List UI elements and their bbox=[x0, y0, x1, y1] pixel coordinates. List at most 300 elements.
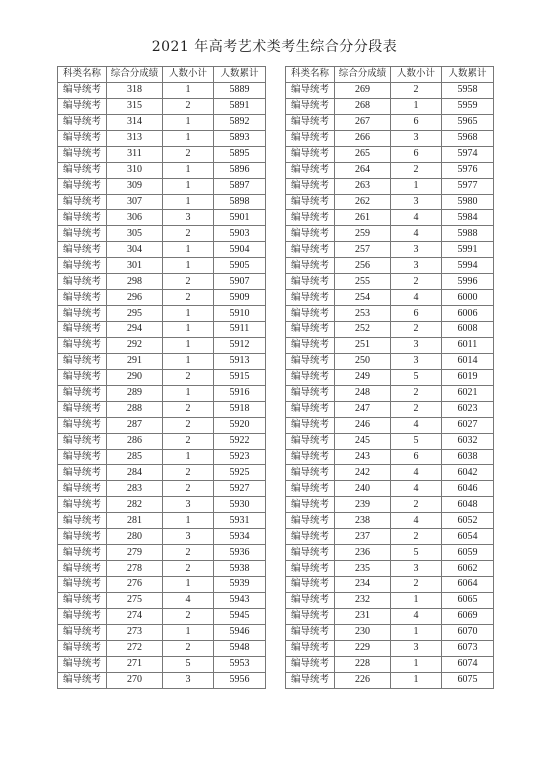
cell-score: 265 bbox=[335, 146, 391, 162]
cell-subject: 编导统考 bbox=[286, 608, 335, 624]
cell-score: 272 bbox=[107, 640, 163, 656]
table-row bbox=[58, 274, 266, 290]
cell-subject: 编导统考 bbox=[286, 353, 335, 369]
table-row bbox=[58, 672, 266, 688]
cell-count: 2 bbox=[391, 162, 442, 178]
cell-subject: 编导统考 bbox=[58, 401, 107, 417]
table-row bbox=[58, 640, 266, 656]
cell-cumulative: 6059 bbox=[442, 545, 494, 561]
cell-score: 229 bbox=[335, 640, 391, 656]
table-row bbox=[286, 624, 494, 640]
cell-cumulative: 5910 bbox=[214, 306, 266, 322]
header-score: 综合分成绩 bbox=[107, 67, 163, 83]
cell-score: 298 bbox=[107, 274, 163, 290]
cell-count: 1 bbox=[163, 258, 214, 274]
cell-subject: 编导统考 bbox=[286, 369, 335, 385]
table-row bbox=[286, 322, 494, 338]
cell-count: 2 bbox=[391, 322, 442, 338]
cell-cumulative: 5913 bbox=[214, 353, 266, 369]
cell-cumulative: 5892 bbox=[214, 114, 266, 130]
cell-cumulative: 5936 bbox=[214, 545, 266, 561]
table-row bbox=[58, 194, 266, 210]
cell-count: 1 bbox=[163, 194, 214, 210]
cell-score: 250 bbox=[335, 353, 391, 369]
cell-subject: 编导统考 bbox=[286, 290, 335, 306]
cell-score: 230 bbox=[335, 624, 391, 640]
cell-count: 2 bbox=[163, 274, 214, 290]
cell-cumulative: 6042 bbox=[442, 465, 494, 481]
cell-score: 296 bbox=[107, 290, 163, 306]
table-row bbox=[286, 369, 494, 385]
cell-cumulative: 6038 bbox=[442, 449, 494, 465]
cell-score: 256 bbox=[335, 258, 391, 274]
cell-count: 1 bbox=[391, 592, 442, 608]
table-row bbox=[286, 545, 494, 561]
table-row bbox=[58, 656, 266, 672]
cell-subject: 编导统考 bbox=[286, 577, 335, 593]
cell-count: 1 bbox=[163, 337, 214, 353]
cell-subject: 编导统考 bbox=[286, 82, 335, 98]
cell-count: 1 bbox=[163, 385, 214, 401]
cell-cumulative: 5968 bbox=[442, 130, 494, 146]
cell-count: 3 bbox=[391, 258, 442, 274]
cell-count: 6 bbox=[391, 306, 442, 322]
score-table-left bbox=[57, 66, 266, 689]
cell-cumulative: 6023 bbox=[442, 401, 494, 417]
cell-subject: 编导统考 bbox=[286, 306, 335, 322]
cell-subject: 编导统考 bbox=[58, 226, 107, 242]
cell-score: 231 bbox=[335, 608, 391, 624]
cell-score: 309 bbox=[107, 178, 163, 194]
cell-score: 304 bbox=[107, 242, 163, 258]
cell-subject: 编导统考 bbox=[58, 322, 107, 338]
cell-score: 247 bbox=[335, 401, 391, 417]
cell-count: 3 bbox=[163, 672, 214, 688]
table-row bbox=[58, 130, 266, 146]
page-title: 2021 年高考艺术类考生综合分分段表 bbox=[151, 39, 398, 55]
cell-score: 264 bbox=[335, 162, 391, 178]
cell-count: 2 bbox=[163, 417, 214, 433]
cell-cumulative: 5889 bbox=[214, 82, 266, 98]
cell-score: 310 bbox=[107, 162, 163, 178]
cell-count: 1 bbox=[391, 672, 442, 688]
cell-count: 4 bbox=[391, 210, 442, 226]
table-row bbox=[286, 337, 494, 353]
cell-score: 275 bbox=[107, 592, 163, 608]
cell-subject: 编导统考 bbox=[286, 417, 335, 433]
cell-cumulative: 5974 bbox=[442, 146, 494, 162]
cell-subject: 编导统考 bbox=[58, 433, 107, 449]
cell-count: 2 bbox=[163, 640, 214, 656]
cell-cumulative: 5977 bbox=[442, 178, 494, 194]
cell-subject: 编导统考 bbox=[58, 306, 107, 322]
cell-score: 281 bbox=[107, 513, 163, 529]
cell-score: 289 bbox=[107, 385, 163, 401]
cell-score: 286 bbox=[107, 433, 163, 449]
cell-subject: 编导统考 bbox=[58, 656, 107, 672]
cell-score: 242 bbox=[335, 465, 391, 481]
cell-count: 1 bbox=[163, 306, 214, 322]
cell-cumulative: 6069 bbox=[442, 608, 494, 624]
cell-cumulative: 5920 bbox=[214, 417, 266, 433]
cell-cumulative: 5901 bbox=[214, 210, 266, 226]
cell-cumulative: 5976 bbox=[442, 162, 494, 178]
cell-subject: 编导统考 bbox=[58, 449, 107, 465]
cell-subject: 编导统考 bbox=[286, 481, 335, 497]
header-count: 人数小计 bbox=[163, 67, 214, 83]
table-row bbox=[58, 465, 266, 481]
cell-cumulative: 5934 bbox=[214, 529, 266, 545]
cell-cumulative: 5984 bbox=[442, 210, 494, 226]
cell-cumulative: 5939 bbox=[214, 577, 266, 593]
cell-cumulative: 5991 bbox=[442, 242, 494, 258]
cell-cumulative: 6021 bbox=[442, 385, 494, 401]
cell-score: 254 bbox=[335, 290, 391, 306]
table-row bbox=[58, 449, 266, 465]
table-row bbox=[58, 529, 266, 545]
cell-subject: 编导统考 bbox=[58, 385, 107, 401]
cell-subject: 编导统考 bbox=[58, 640, 107, 656]
cell-cumulative: 6075 bbox=[442, 672, 494, 688]
table-row bbox=[286, 481, 494, 497]
table-row bbox=[58, 210, 266, 226]
cell-score: 235 bbox=[335, 561, 391, 577]
table-row bbox=[286, 146, 494, 162]
cell-cumulative: 5945 bbox=[214, 608, 266, 624]
table-row bbox=[58, 624, 266, 640]
table-row bbox=[286, 242, 494, 258]
cell-subject: 编导统考 bbox=[286, 210, 335, 226]
table-row bbox=[58, 258, 266, 274]
table-row bbox=[286, 306, 494, 322]
cell-cumulative: 5959 bbox=[442, 98, 494, 114]
cell-count: 2 bbox=[163, 290, 214, 306]
cell-subject: 编导统考 bbox=[286, 624, 335, 640]
cell-subject: 编导统考 bbox=[286, 449, 335, 465]
cell-count: 5 bbox=[391, 545, 442, 561]
cell-score: 315 bbox=[107, 98, 163, 114]
table-row bbox=[286, 497, 494, 513]
cell-subject: 编导统考 bbox=[286, 497, 335, 513]
cell-subject: 编导统考 bbox=[58, 529, 107, 545]
table-row bbox=[286, 210, 494, 226]
table-row bbox=[58, 385, 266, 401]
score-table-right bbox=[285, 66, 494, 689]
cell-cumulative: 5897 bbox=[214, 178, 266, 194]
cell-count: 1 bbox=[163, 162, 214, 178]
cell-score: 253 bbox=[335, 306, 391, 322]
cell-score: 261 bbox=[335, 210, 391, 226]
cell-subject: 编导统考 bbox=[286, 178, 335, 194]
cell-score: 284 bbox=[107, 465, 163, 481]
cell-score: 295 bbox=[107, 306, 163, 322]
cell-count: 3 bbox=[391, 337, 442, 353]
cell-score: 236 bbox=[335, 545, 391, 561]
cell-count: 2 bbox=[163, 561, 214, 577]
cell-subject: 编导统考 bbox=[286, 322, 335, 338]
header-subject: 科类名称 bbox=[286, 67, 335, 83]
table-row bbox=[286, 592, 494, 608]
cell-count: 1 bbox=[163, 322, 214, 338]
cell-count: 2 bbox=[391, 497, 442, 513]
table-row bbox=[58, 353, 266, 369]
cell-score: 271 bbox=[107, 656, 163, 672]
table-row bbox=[286, 465, 494, 481]
cell-subject: 编导统考 bbox=[58, 577, 107, 593]
table-row bbox=[58, 497, 266, 513]
cell-count: 3 bbox=[391, 640, 442, 656]
cell-score: 276 bbox=[107, 577, 163, 593]
cell-subject: 编导统考 bbox=[286, 162, 335, 178]
table-row bbox=[58, 433, 266, 449]
cell-subject: 编导统考 bbox=[286, 513, 335, 529]
cell-subject: 编导统考 bbox=[58, 274, 107, 290]
table-row bbox=[58, 242, 266, 258]
cell-count: 4 bbox=[391, 513, 442, 529]
cell-count: 2 bbox=[163, 608, 214, 624]
cell-score: 283 bbox=[107, 481, 163, 497]
cell-cumulative: 5965 bbox=[442, 114, 494, 130]
cell-score: 273 bbox=[107, 624, 163, 640]
cell-count: 6 bbox=[391, 449, 442, 465]
cell-count: 2 bbox=[163, 465, 214, 481]
cell-count: 1 bbox=[163, 82, 214, 98]
table-row bbox=[58, 592, 266, 608]
cell-score: 239 bbox=[335, 497, 391, 513]
table-row bbox=[58, 146, 266, 162]
cell-score: 237 bbox=[335, 529, 391, 545]
table-row bbox=[58, 290, 266, 306]
cell-count: 2 bbox=[391, 577, 442, 593]
table-row bbox=[286, 433, 494, 449]
cell-score: 267 bbox=[335, 114, 391, 130]
cell-score: 291 bbox=[107, 353, 163, 369]
table-row bbox=[286, 194, 494, 210]
cell-count: 5 bbox=[163, 656, 214, 672]
cell-count: 1 bbox=[163, 449, 214, 465]
cell-cumulative: 6006 bbox=[442, 306, 494, 322]
table-row bbox=[58, 513, 266, 529]
cell-subject: 编导统考 bbox=[58, 497, 107, 513]
table-row bbox=[58, 114, 266, 130]
cell-subject: 编导统考 bbox=[286, 258, 335, 274]
cell-subject: 编导统考 bbox=[58, 290, 107, 306]
cell-score: 238 bbox=[335, 513, 391, 529]
table-row bbox=[58, 226, 266, 242]
cell-count: 4 bbox=[391, 290, 442, 306]
cell-cumulative: 6048 bbox=[442, 497, 494, 513]
cell-score: 252 bbox=[335, 322, 391, 338]
cell-score: 228 bbox=[335, 656, 391, 672]
table-row bbox=[286, 385, 494, 401]
header-cumulative: 人数累计 bbox=[442, 67, 494, 83]
cell-cumulative: 5943 bbox=[214, 592, 266, 608]
cell-score: 266 bbox=[335, 130, 391, 146]
table-row bbox=[58, 481, 266, 497]
cell-score: 279 bbox=[107, 545, 163, 561]
cell-score: 263 bbox=[335, 178, 391, 194]
cell-score: 290 bbox=[107, 369, 163, 385]
cell-count: 3 bbox=[391, 242, 442, 258]
cell-score: 313 bbox=[107, 130, 163, 146]
table-row bbox=[58, 401, 266, 417]
cell-subject: 编导统考 bbox=[286, 465, 335, 481]
cell-count: 6 bbox=[391, 146, 442, 162]
cell-count: 1 bbox=[163, 577, 214, 593]
cell-subject: 编导统考 bbox=[286, 242, 335, 258]
cell-subject: 编导统考 bbox=[58, 98, 107, 114]
cell-subject: 编导统考 bbox=[58, 608, 107, 624]
cell-cumulative: 6032 bbox=[442, 433, 494, 449]
cell-subject: 编导统考 bbox=[286, 385, 335, 401]
cell-score: 268 bbox=[335, 98, 391, 114]
cell-count: 2 bbox=[391, 385, 442, 401]
cell-score: 318 bbox=[107, 82, 163, 98]
cell-count: 2 bbox=[391, 82, 442, 98]
cell-subject: 编导统考 bbox=[58, 258, 107, 274]
cell-subject: 编导统考 bbox=[58, 210, 107, 226]
cell-cumulative: 6062 bbox=[442, 561, 494, 577]
cell-score: 248 bbox=[335, 385, 391, 401]
cell-score: 314 bbox=[107, 114, 163, 130]
cell-subject: 编导统考 bbox=[286, 545, 335, 561]
cell-subject: 编导统考 bbox=[58, 353, 107, 369]
table-row bbox=[286, 258, 494, 274]
cell-score: 306 bbox=[107, 210, 163, 226]
cell-count: 4 bbox=[391, 465, 442, 481]
cell-count: 3 bbox=[391, 353, 442, 369]
cell-cumulative: 6065 bbox=[442, 592, 494, 608]
cell-subject: 编导统考 bbox=[58, 624, 107, 640]
cell-cumulative: 6014 bbox=[442, 353, 494, 369]
cell-score: 270 bbox=[107, 672, 163, 688]
table-body-right bbox=[286, 82, 494, 688]
cell-subject: 编导统考 bbox=[286, 194, 335, 210]
table-row bbox=[286, 98, 494, 114]
cell-cumulative: 5996 bbox=[442, 274, 494, 290]
cell-score: 285 bbox=[107, 449, 163, 465]
cell-subject: 编导统考 bbox=[58, 545, 107, 561]
cell-score: 280 bbox=[107, 529, 163, 545]
table-row bbox=[286, 290, 494, 306]
cell-score: 245 bbox=[335, 433, 391, 449]
cell-count: 1 bbox=[163, 624, 214, 640]
cell-score: 269 bbox=[335, 82, 391, 98]
cell-subject: 编导统考 bbox=[58, 242, 107, 258]
table-row bbox=[58, 322, 266, 338]
table-body-left bbox=[58, 82, 266, 688]
cell-subject: 编导统考 bbox=[58, 337, 107, 353]
table-row bbox=[58, 82, 266, 98]
table-row bbox=[58, 561, 266, 577]
cell-cumulative: 5912 bbox=[214, 337, 266, 353]
table-row bbox=[286, 226, 494, 242]
cell-count: 2 bbox=[163, 433, 214, 449]
cell-subject: 编导统考 bbox=[58, 561, 107, 577]
table-row bbox=[58, 417, 266, 433]
cell-cumulative: 6008 bbox=[442, 322, 494, 338]
table-row bbox=[286, 274, 494, 290]
cell-count: 4 bbox=[391, 481, 442, 497]
cell-score: 240 bbox=[335, 481, 391, 497]
cell-count: 1 bbox=[163, 178, 214, 194]
cell-cumulative: 5896 bbox=[214, 162, 266, 178]
cell-cumulative: 5918 bbox=[214, 401, 266, 417]
table-row bbox=[58, 337, 266, 353]
table-row bbox=[286, 162, 494, 178]
table-row bbox=[286, 178, 494, 194]
table-row bbox=[286, 353, 494, 369]
cell-count: 1 bbox=[163, 513, 214, 529]
cell-count: 5 bbox=[391, 433, 442, 449]
cell-score: 251 bbox=[335, 337, 391, 353]
cell-score: 234 bbox=[335, 577, 391, 593]
cell-score: 243 bbox=[335, 449, 391, 465]
cell-count: 6 bbox=[391, 114, 442, 130]
cell-score: 226 bbox=[335, 672, 391, 688]
cell-subject: 编导统考 bbox=[286, 656, 335, 672]
table-row bbox=[58, 98, 266, 114]
cell-score: 255 bbox=[335, 274, 391, 290]
cell-cumulative: 5895 bbox=[214, 146, 266, 162]
table-row bbox=[286, 529, 494, 545]
cell-cumulative: 6052 bbox=[442, 513, 494, 529]
table-row bbox=[286, 561, 494, 577]
cell-count: 3 bbox=[391, 561, 442, 577]
cell-subject: 编导统考 bbox=[286, 98, 335, 114]
cell-cumulative: 6019 bbox=[442, 369, 494, 385]
cell-cumulative: 5915 bbox=[214, 369, 266, 385]
cell-cumulative: 5905 bbox=[214, 258, 266, 274]
header-row bbox=[58, 67, 266, 83]
cell-subject: 编导统考 bbox=[58, 178, 107, 194]
table-row bbox=[286, 656, 494, 672]
cell-subject: 编导统考 bbox=[286, 130, 335, 146]
cell-score: 307 bbox=[107, 194, 163, 210]
cell-score: 232 bbox=[335, 592, 391, 608]
cell-subject: 编导统考 bbox=[286, 114, 335, 130]
table-row bbox=[58, 608, 266, 624]
cell-subject: 编导统考 bbox=[58, 672, 107, 688]
cell-subject: 编导统考 bbox=[286, 561, 335, 577]
cell-cumulative: 6000 bbox=[442, 290, 494, 306]
cell-count: 1 bbox=[163, 353, 214, 369]
table-row bbox=[286, 577, 494, 593]
table-row bbox=[286, 130, 494, 146]
cell-score: 311 bbox=[107, 146, 163, 162]
cell-subject: 编导统考 bbox=[286, 146, 335, 162]
cell-subject: 编导统考 bbox=[286, 226, 335, 242]
cell-score: 262 bbox=[335, 194, 391, 210]
cell-subject: 编导统考 bbox=[58, 417, 107, 433]
cell-count: 2 bbox=[163, 401, 214, 417]
cell-cumulative: 5907 bbox=[214, 274, 266, 290]
cell-count: 1 bbox=[391, 178, 442, 194]
cell-cumulative: 5958 bbox=[442, 82, 494, 98]
cell-count: 1 bbox=[391, 98, 442, 114]
cell-count: 2 bbox=[163, 146, 214, 162]
cell-subject: 编导统考 bbox=[58, 481, 107, 497]
cell-count: 4 bbox=[391, 608, 442, 624]
cell-count: 3 bbox=[163, 497, 214, 513]
cell-subject: 编导统考 bbox=[58, 369, 107, 385]
cell-subject: 编导统考 bbox=[58, 513, 107, 529]
header-count: 人数小计 bbox=[391, 67, 442, 83]
cell-cumulative: 6073 bbox=[442, 640, 494, 656]
cell-cumulative: 5925 bbox=[214, 465, 266, 481]
cell-count: 2 bbox=[163, 545, 214, 561]
cell-cumulative: 6070 bbox=[442, 624, 494, 640]
